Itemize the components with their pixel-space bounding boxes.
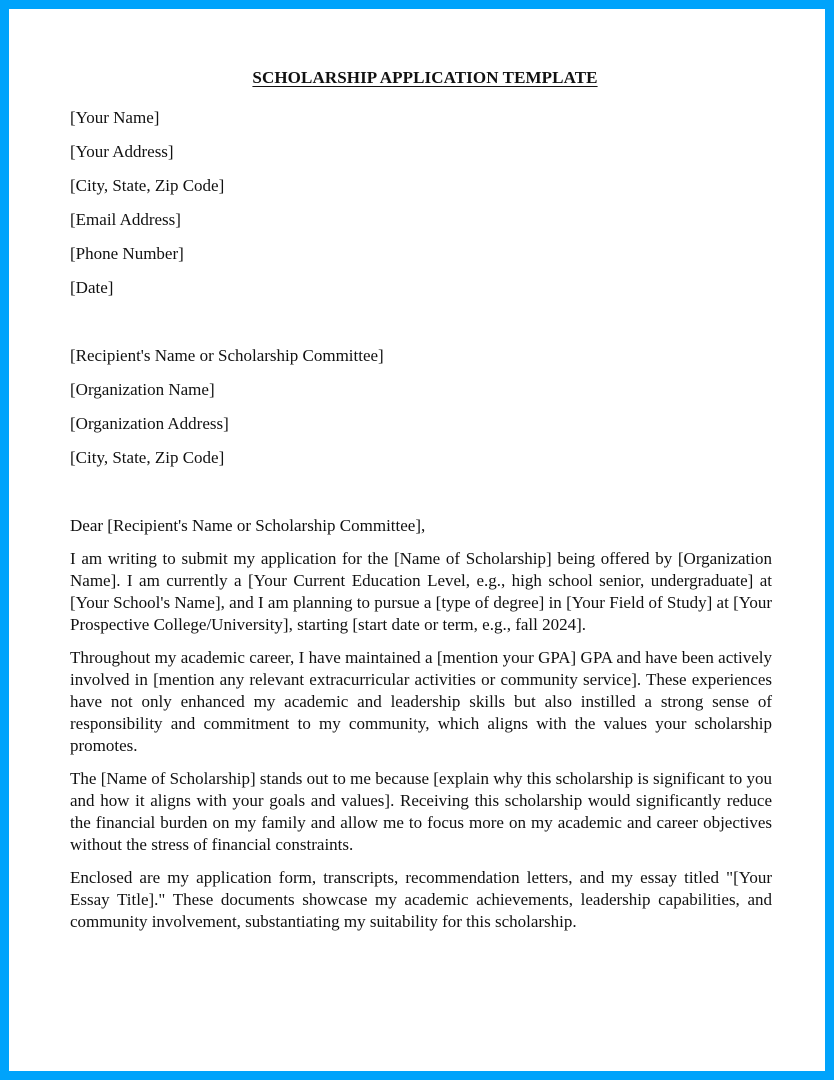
sender-line-date: [Date] xyxy=(70,278,114,297)
body-paragraph-1: I am writing to submit my application for the [Name of Scholarship] being offered by [Organization Name]. I am currently a [Your Current Education Level, e.g., high school senior, undergraduate] at [Your School's Name], and I am planning to pursue a [type of degree] in [Your Field of Study] at [Your Prospective College/University], starting [start date or term, e.g., fall 2024]. xyxy=(70,549,772,634)
sender-line-email: [Email Address] xyxy=(70,210,181,229)
recipient-line-name: [Recipient's Name or Scholarship Committee] xyxy=(70,346,384,365)
recipient-salutation-spacer xyxy=(70,481,772,515)
sender-line-name: [Your Name] xyxy=(70,108,160,127)
sender-line-city-state-zip: [City, State, Zip Code] xyxy=(70,176,225,195)
page-title: SCHOLARSHIP APPLICATION TEMPLATE xyxy=(252,68,598,87)
recipient-line-organization: [Organization Name] xyxy=(70,380,215,399)
recipient-address-block xyxy=(70,345,772,469)
document-body xyxy=(9,9,825,1071)
sender-line-address: [Your Address] xyxy=(70,142,174,161)
body-paragraph-2: Throughout my academic career, I have maintained a [mention your GPA] GPA and have been actively involved in [mention any relevant extracurricular activities or community service]. These experiences have not only enhanced my academic and leadership skills but also instilled a strong sense of responsibility and commitment to my community, which aligns with the values your scholarship promotes. xyxy=(70,648,772,755)
body-paragraph-3: The [Name of Scholarship] stands out to me because [explain why this scholarship is significant to you and how it aligns with your goals and values]. Receiving this scholarship would significantly reduce the financial burden on my family and allow me to focus more on my academic and career objectives without the stress of financial constraints. xyxy=(70,769,772,854)
salutation-line: Dear [Recipient's Name or Scholarship Committee], xyxy=(70,516,426,535)
recipient-line-city-state-zip: [City, State, Zip Code] xyxy=(70,448,225,467)
sender-line-phone: [Phone Number] xyxy=(70,244,184,263)
recipient-line-organization-address: [Organization Address] xyxy=(70,414,229,433)
sender-address-block xyxy=(70,107,772,299)
sender-recipient-spacer xyxy=(70,311,772,345)
body-paragraph-4: Enclosed are my application form, transcripts, recommendation letters, and my essay titled "[Your Essay Title]." These documents showcase my academic achievements, leadership capabilities, and community involvement, substantiating my suitability for this scholarship. xyxy=(70,868,772,931)
